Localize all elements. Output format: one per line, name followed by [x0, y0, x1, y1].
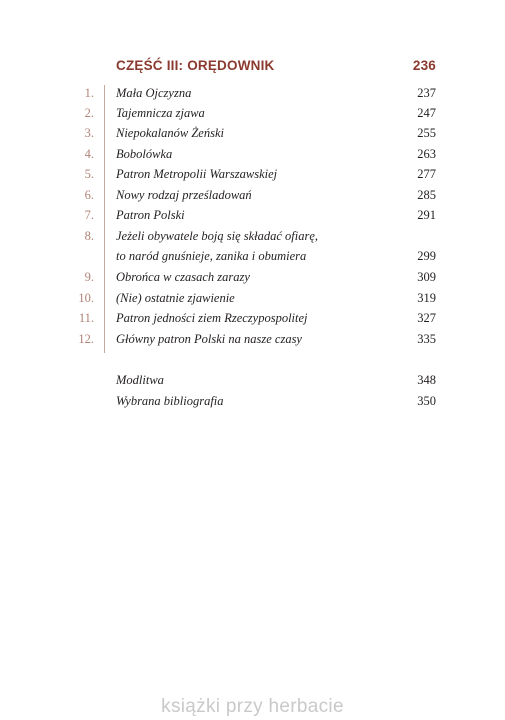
chapter-page: 319	[417, 291, 436, 305]
chapter-page: 277	[417, 167, 436, 181]
chapter-number: 10.	[78, 291, 94, 305]
toc-entry-6	[60, 188, 436, 208]
chapter-number: 12.	[78, 332, 94, 346]
chapter-page: 299	[417, 249, 436, 263]
chapter-number: 6.	[84, 188, 94, 202]
chapter-title: Patron Metropolii Warszawskiej	[116, 167, 278, 181]
back-matter-title: Modlitwa	[116, 373, 164, 387]
chapter-page: 263	[417, 147, 436, 161]
chapter-number: 9.	[84, 270, 94, 284]
chapter-page: 327	[417, 311, 436, 325]
chapter-number: 7.	[84, 208, 94, 222]
toc-entry-12	[60, 332, 436, 352]
toc-entry-9	[60, 270, 436, 290]
chapter-number: 5.	[84, 167, 94, 181]
chapter-page: 237	[417, 86, 436, 100]
part-title: CZĘŚĆ III: ORĘDOWNIK	[116, 58, 275, 73]
toc-back-matter-bibliography	[116, 394, 436, 414]
toc-entry-5	[60, 167, 436, 187]
toc-entry-3	[60, 126, 436, 146]
chapter-title: Bobolówka	[116, 147, 173, 161]
chapter-title: (Nie) ostatnie zjawienie	[116, 291, 235, 305]
chapter-title: Główny patron Polski na nasze czasy	[116, 332, 302, 346]
chapter-page: 291	[417, 208, 436, 222]
toc-entry-2	[60, 106, 436, 126]
toc-entry-4	[60, 147, 436, 167]
chapter-number: 4.	[84, 147, 94, 161]
part-heading	[116, 58, 436, 78]
chapter-number: 11.	[78, 311, 94, 325]
toc-entry-7	[60, 208, 436, 228]
chapter-number: 3.	[84, 126, 94, 140]
chapter-number: 8.	[84, 229, 94, 243]
back-matter-page: 348	[417, 373, 436, 387]
chapter-title: Niepokalanów Żeński	[116, 126, 224, 140]
chapter-number: 1.	[84, 86, 94, 100]
back-matter-page: 350	[417, 394, 436, 408]
chapter-title: Patron Polski	[116, 208, 185, 222]
chapter-number: 2.	[84, 106, 94, 120]
chapter-title: Patron jedności ziem Rzeczypospolitej	[116, 311, 308, 325]
chapter-page: 309	[417, 270, 436, 284]
chapter-title: Tajemnicza zjawa	[116, 106, 205, 120]
watermark-text: książki przy herbacie	[161, 696, 344, 717]
chapter-title-line-2: to naród gnuśnieje, zanika i obumiera	[116, 249, 307, 263]
toc-entry-8	[60, 229, 436, 269]
chapter-page: 255	[417, 126, 436, 140]
chapter-title: Jeżeli obywatele boją się składać ofiarę,	[116, 229, 319, 243]
toc-entry-1	[60, 86, 436, 106]
chapter-title: Obrońca w czasach zarazy	[116, 270, 250, 284]
back-matter-title: Wybrana bibliografia	[116, 394, 224, 408]
chapter-page: 285	[417, 188, 436, 202]
toc-entry-10	[60, 291, 436, 311]
part-page-number: 236	[412, 58, 436, 73]
chapter-page: 247	[417, 106, 436, 120]
chapter-title: Mała Ojczyzna	[116, 86, 192, 100]
toc-entry-11	[60, 311, 436, 331]
chapter-page: 335	[417, 332, 436, 346]
chapter-title: Nowy rodzaj prześladowań	[116, 188, 252, 202]
toc-back-matter-prayer	[116, 373, 436, 393]
